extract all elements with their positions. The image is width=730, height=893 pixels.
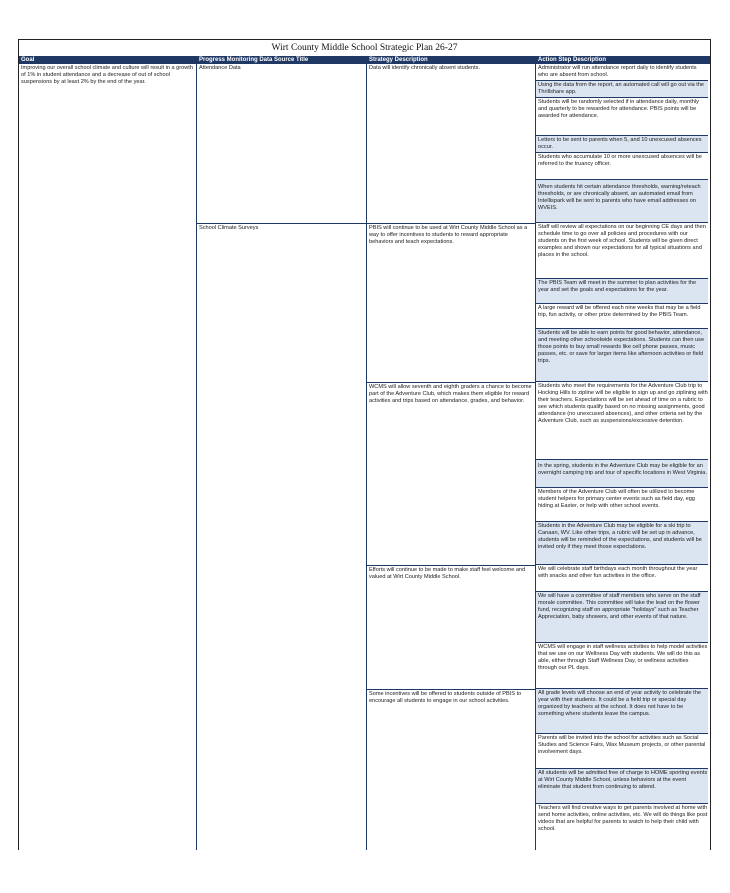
header-progress: Progress Monitoring Data Source Title <box>199 57 309 63</box>
action-step: Students will be able to earn points for good behavior, attendance, and meeting other schoolwide expectations. Students can then use those points to buy small rewards like cell phone passes, music passes, etc. or save for larger items like afternoon activities or field trips. <box>536 329 708 382</box>
row-divider <box>366 689 536 690</box>
page-title: Wirt County Middle School Strategic Plan 26-27 <box>271 43 458 53</box>
header-strategy: Strategy Description <box>369 57 428 63</box>
action-step: Students who accumulate 10 or more unexcused absences will be referred to the truancy officer. <box>536 153 708 180</box>
action-step: We will have a committee of staff members who serve on the staff morale committee. This committee will take the lead on the flower fund, recognizing staff on appropriate "holidays" such as Teacher Appreciation, baby showers, and other events of that nature. <box>536 592 708 643</box>
action-step: Students who meet the requirements for the Adventure Club trip to Hocking Hills to zipline will be eligible to sign up and go ziplining with their teachers. Expectations will be set ahead of time on a rubric to see which students qualify based on no missing assignments, good attendance (no unexcused absences), and other criteria set by the Adventure Club, such as suspensions/excessive detention. <box>536 382 708 460</box>
column-divider <box>196 64 197 850</box>
action-step: Members of the Adventure Club will often be utilized to become student helpers for primary center events such as field day, egg hiding at Easter, or help with other school events. <box>536 488 708 522</box>
header-goal: Goal <box>21 57 35 63</box>
strategy-text: Data will identify chronically absent students. <box>369 65 480 71</box>
action-step: Teachers will find creative ways to get parents involved at home with send home activities, online activities, etc. We will do things like post videos that are helpful for parents to watch to help their child with school. <box>536 804 708 850</box>
progress-source: School Climate Surveys <box>199 225 259 231</box>
strategy-text: Efforts will continue to be made to make staff feel welcome and valued at Wirt County Middle School. <box>369 567 526 581</box>
row-divider <box>366 382 536 383</box>
strategy-text: PBIS will continue to be used at Wirt County Middle School as a way to offer incentives to students to reward appropriate behaviors and teach expectations. <box>369 225 528 246</box>
action-step: All grade levels will choose an end of year activity to celebrate the year with their students. It could be a field trip or special day organized by teachers at the school. It does not have to be something where students leave the campus. <box>536 689 708 734</box>
action-step: When students hit certain attendance thresholds, warning/reteach thresholds, or are chronically absent, an automated email from Intellispark will be sent to parents who have email addresses on WVEIS. <box>536 180 708 223</box>
strategy-text: Some incentives will be offered to students outside of PBIS to encourage all students to engage in our school activities. <box>369 691 522 705</box>
action-step: Using the data from the report, an automated call will go out via the Thrillshare app. <box>536 81 708 98</box>
action-step: Administrator will run attendance report daily to identify students who are absent from school. <box>536 64 708 81</box>
action-step: Letters to be sent to parents when 5, and 10 unexcused absences occur. <box>536 136 708 153</box>
column-divider <box>366 64 367 850</box>
row-divider <box>196 223 536 224</box>
action-step: The PBIS Team will meet in the summer to plan activities for the year and set the goals and expectations for the year. <box>536 279 708 304</box>
action-step: We will celebrate staff birthdays each month throughout the year with snacks and other fun activities in the office. <box>536 565 708 592</box>
action-step: Students in the Adventure Club may be eligible for a ski trip to Canaan, WV. Like other trips, a rubric will be set up in advance, students will be reminded of the expectations, and students will be invited only if they meet those expectations. <box>536 522 708 565</box>
strategic-plan-table <box>18 39 711 850</box>
action-step: Students will be randomly selected if in attendance daily, monthly and quarterly to be rewarded for attendance. PBIS points will be awarded for attendance. <box>536 98 708 136</box>
strategy-text: WCMS will allow seventh and eighth graders a chance to become part of the Adventure Club, which makes them eligible for reward activities and trips based on attendance, grades, and behavior. <box>369 384 532 405</box>
action-step: WCMS will engage in staff wellness activities to help model activities that we use on our Wellness Day with students. We will do this as able, either through Staff Wellness Day, or wellness activities through our PL days. <box>536 643 708 689</box>
action-step: Parents will be invited into the school for activities such as Social Studies and Science Fairs, Wax Museum projects, or other parental involvement days. <box>536 734 708 769</box>
progress-source: Attendance Data <box>199 65 241 71</box>
table-header-row <box>19 56 710 64</box>
row-divider <box>366 565 536 566</box>
action-step: In the spring, students in the Adventure Club may be eligible for an overnight camping trip and tour of specific locations in West Virginia. <box>536 460 708 488</box>
action-step: All students will be admitted free of charge to HOME sporting events at Wirt County Middle School, unless behaviors at the event eliminate that student from continuing to attend. <box>536 769 708 804</box>
action-step: Staff will review all expectations on our beginning CE days and then schedule time to go over all policies and procedures with our students on the first week of school. Students will be given direct examples and shown our expectations for all typical situations and places in the school. <box>536 223 708 279</box>
action-step: A large reward will be offered each nine weeks that may be a field trip, fun activity, or other prize determined by the PBIS Team. <box>536 304 708 329</box>
goal-text: Improving our overall school climate and culture will result in a growth of 1% in student attendance and a decrease of out of school suspensions by at least 2% by the end of the year. <box>21 65 193 86</box>
header-action: Action Step Description <box>538 57 607 63</box>
